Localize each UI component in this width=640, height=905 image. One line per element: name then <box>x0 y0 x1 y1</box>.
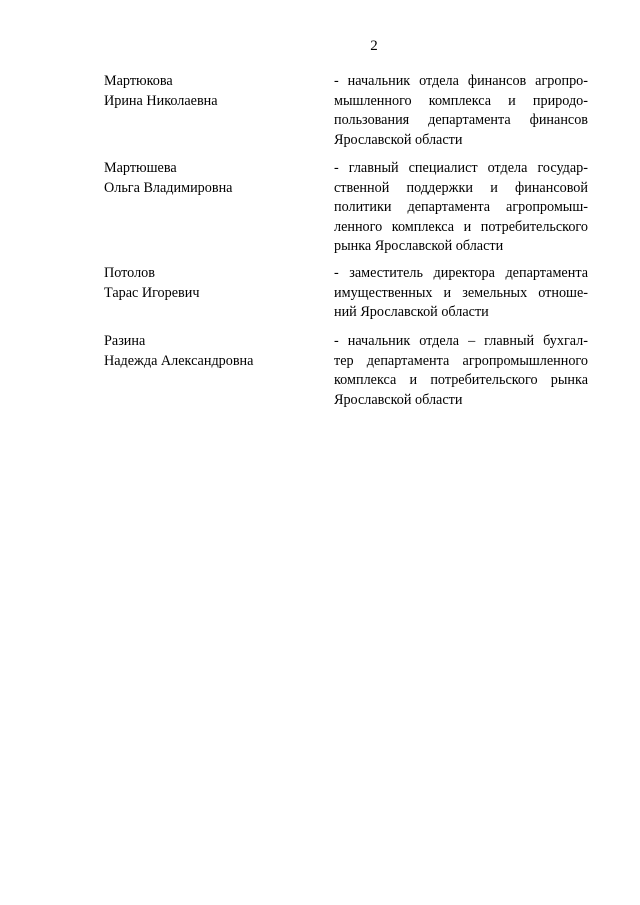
person-name <box>104 72 218 111</box>
position-line: ленного комплекса и потребительского <box>334 218 588 235</box>
position-description <box>334 332 588 410</box>
given-names: Ольга Владимировна <box>104 179 233 196</box>
position-line: имущественных и земельных отноше- <box>334 284 588 301</box>
given-names: Тарас Игоревич <box>104 284 200 301</box>
position-description <box>334 72 588 150</box>
position-line: - заместитель директора департамента <box>334 265 588 281</box>
position-line: Ярославской области <box>334 131 463 148</box>
given-names: Ирина Николаевна <box>104 92 218 109</box>
person-name <box>104 264 199 303</box>
surname: Потолов <box>104 265 155 281</box>
given-names: Надежда Александровна <box>104 352 254 369</box>
position-line: политики департамента агропромыш- <box>334 199 588 215</box>
position-line: тер департамента агропромышленного <box>334 352 588 369</box>
position-line: пользования департамента финансов <box>334 112 588 128</box>
position-line: мышленного комплекса и природо- <box>334 92 588 109</box>
position-description <box>334 264 588 323</box>
page-number: 2 <box>370 38 378 54</box>
surname: Разина <box>104 333 146 349</box>
person-name <box>104 159 232 198</box>
surname: Мартюшева <box>104 160 177 176</box>
position-line: рынка Ярославской области <box>334 238 504 254</box>
position-line: комплекса и потребительского рынка <box>334 372 588 388</box>
position-line: ственной поддержки и финансовой <box>334 179 588 196</box>
person-name <box>104 332 253 371</box>
surname: Мартюкова <box>104 73 173 89</box>
position-line: - начальник отдела – главный бухгал- <box>334 333 588 349</box>
position-line: Ярославской области <box>334 391 463 408</box>
position-line: - главный специалист отдела государ- <box>334 160 588 176</box>
position-line: ний Ярославской области <box>334 304 489 320</box>
position-description <box>334 159 588 257</box>
position-line: - начальник отдела финансов агропро- <box>334 73 588 89</box>
